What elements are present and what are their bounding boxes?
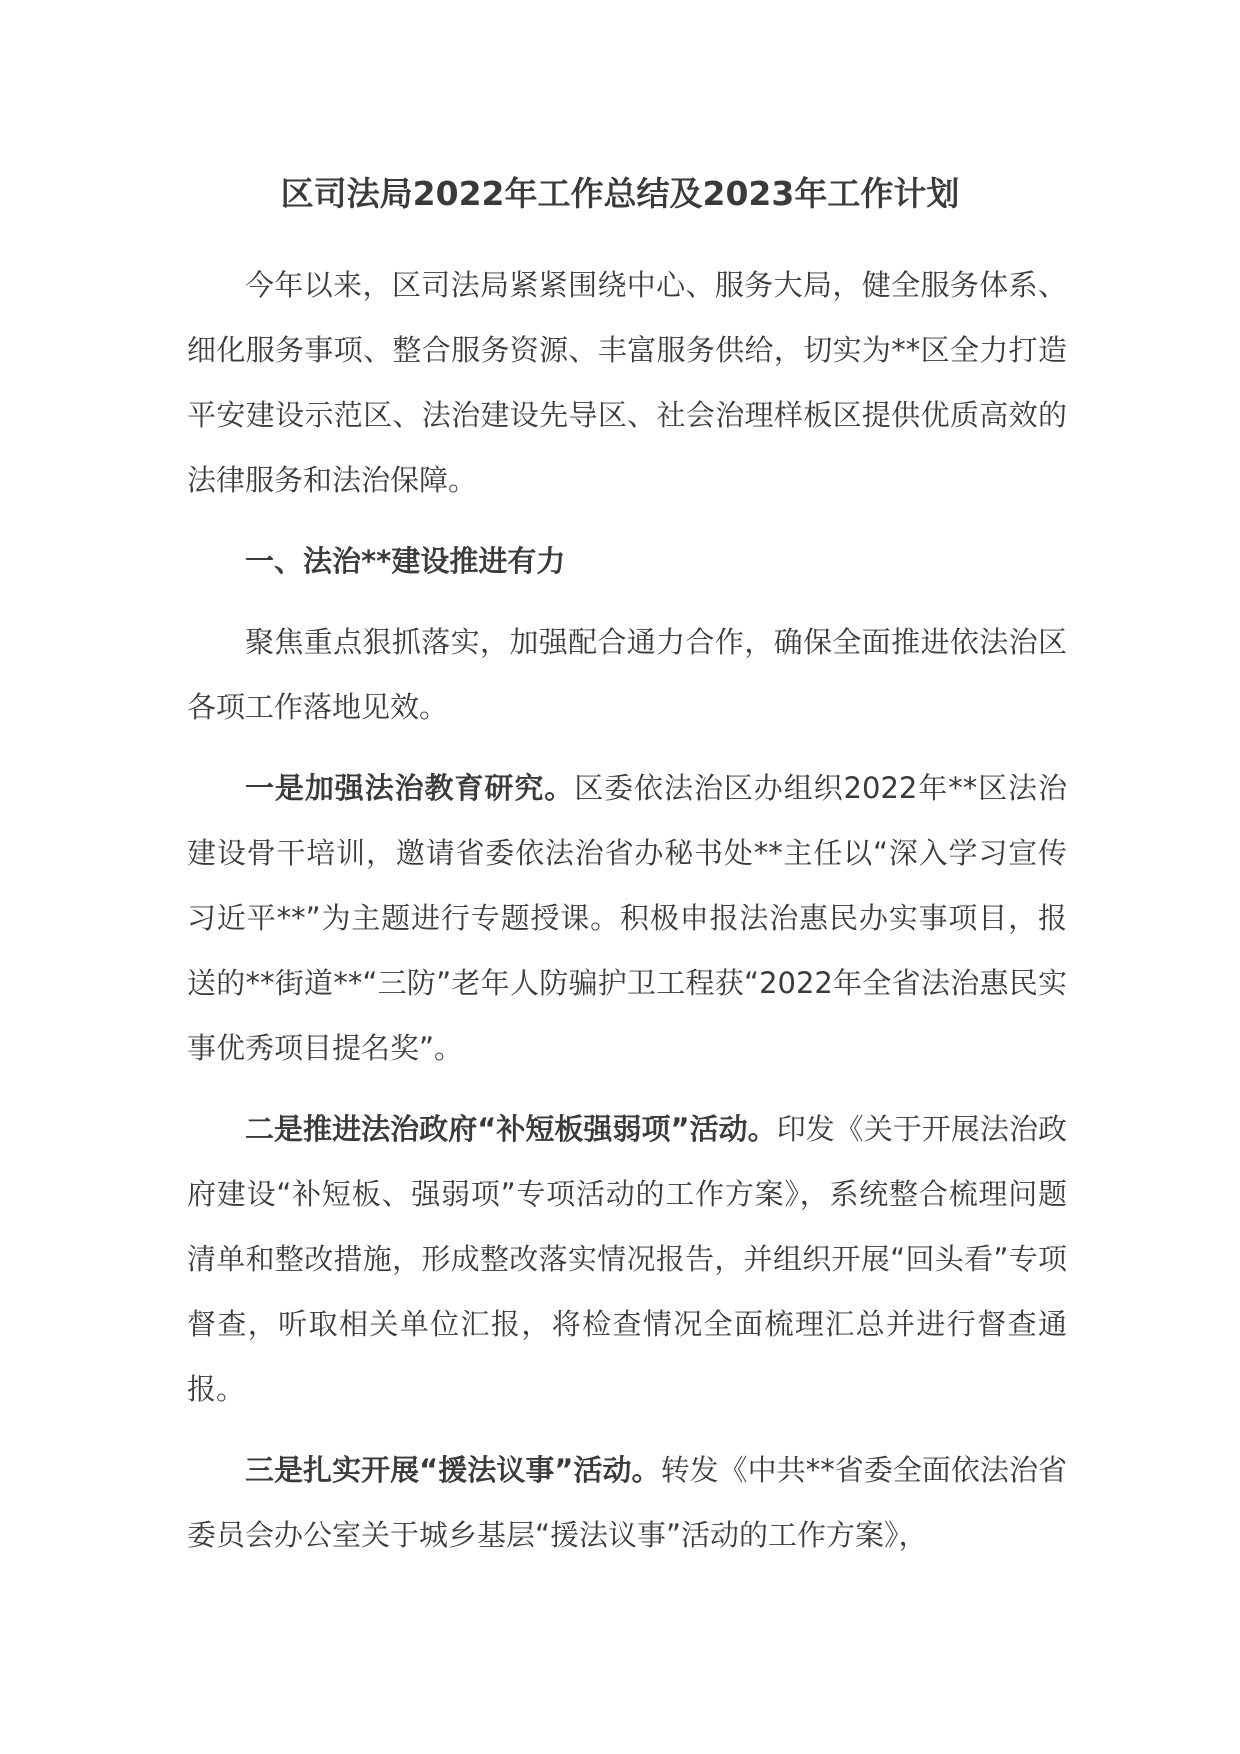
section-summary: 聚焦重点狠抓落实，加强配合通力合作，确保全面推进依法治区各项工作落地见效。 [187,625,1067,724]
item-paragraph-1 [187,756,1067,1081]
item-text: 转发《中共**省委全面依法治省委员会办公室关于城乡基层“援法议事”活动的工作方案》， [187,1453,1067,1552]
document-body [187,253,1067,1584]
document-title: 区司法局2022年工作总结及2023年工作计划 [280,174,960,213]
item-text: 印发《关于开展法治政府建设“补短板、强弱项”专项活动的工作方案》，系统整合梳理问题清单和整改措施，形成整改落实情况报告，并组织开展“回头看”专项督查，听取相关单位汇报，将检查情况全面梳理汇总并进行督查通报。 [187,1112,1067,1406]
item-lead: 三是扎实开展“援法议事”活动。 [245,1453,661,1487]
section-heading: 一、法治**建设推进有力 [245,544,566,578]
item-paragraph-2 [187,1097,1067,1422]
item-lead: 一是加强法治教育研究。 [245,771,575,805]
item-lead: 二是推进法治政府“补短板强弱项”活动。 [245,1112,777,1146]
item-text: 区委依法治区办组织2022年**区法治建设骨干培训，邀请省委依法治省办秘书处**主任以“深入学习宣传习近平**”为主题进行专题授课。积极申报法治惠民办实事项目，报送的**街道**“三防”老年人防骗护卫工程获“2022年全省法治惠民实事优秀项目提名奖”。 [187,771,1067,1065]
intro-paragraph: 今年以来，区司法局紧紧围绕中心、服务大局，健全服务体系、细化服务事项、整合服务资源、丰富服务供给，切实为**区全力打造平安建设示范区、法治建设先导区、社会治理样板区提供优质高效的法律服务和法治保障。 [187,268,1067,497]
item-paragraph-3 [187,1438,1067,1568]
